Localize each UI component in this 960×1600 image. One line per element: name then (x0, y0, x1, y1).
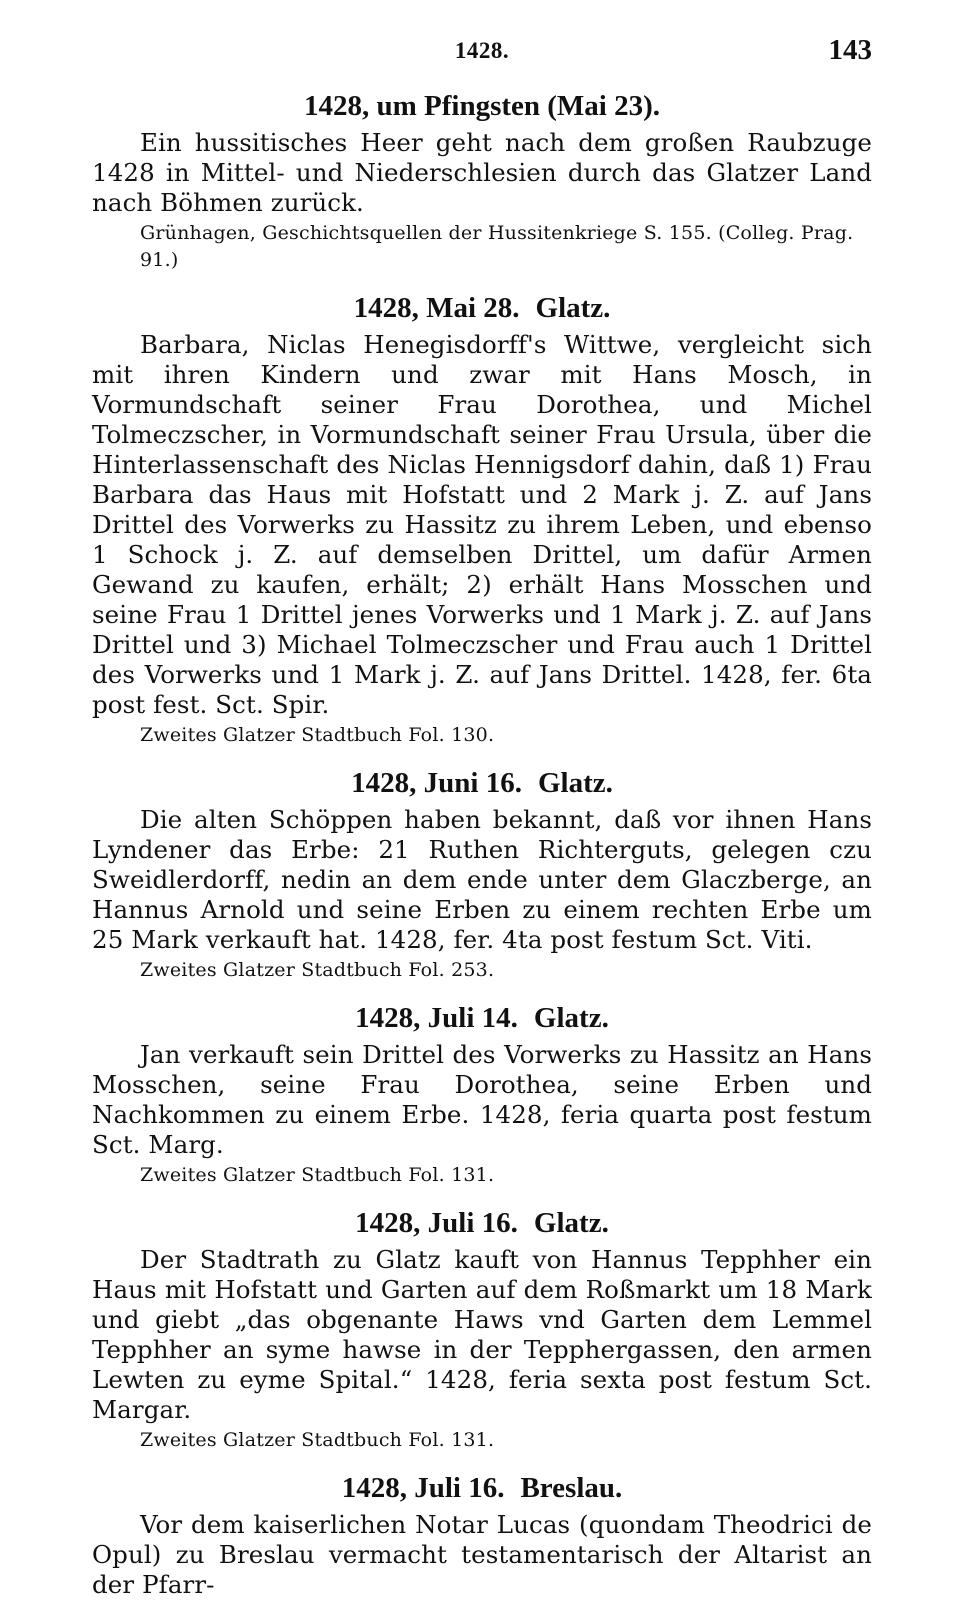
entry (92, 1203, 872, 1454)
entry (92, 1468, 872, 1600)
entry-place: Glatz. (537, 767, 613, 799)
entry-text: Ein hussitisches Heer geht nach dem großen Raubzuge 1428 in Mittel- und Niederschlesien durch das Glatzer Land nach Böhmen zurück. (92, 128, 872, 217)
entry-text: Vor dem kaiserlichen Notar Lucas (quondam Theodrici de Opul) zu Breslau vermacht testamentarisch der Altarist an der Pfarr- (92, 1510, 872, 1599)
entry (92, 998, 872, 1189)
entry (92, 288, 872, 749)
entry-date: 1428, Juli 16. (341, 1472, 505, 1504)
entry-date: 1428, Mai 28. (353, 292, 520, 324)
entry-source: Zweites Glatzer Stadtbuch Fol. 131. (140, 1164, 495, 1186)
page-number: 143 (828, 34, 872, 66)
entry-place: Glatz. (533, 1002, 609, 1034)
entry (92, 763, 872, 984)
entry-place: Glatz. (535, 292, 611, 324)
entry-text: Jan verkauft sein Drittel des Vorwerks zu Hassitz an Hans Mosschen, seine Frau Dorothea, seine Erben und Nachkommen zu einem Erbe. 1428, feria quarta post festum Sct. Marg. (92, 1040, 872, 1159)
entry-source: Zweites Glatzer Stadtbuch Fol. 253. (140, 959, 495, 981)
entry-date: 1428, Juni 16. (351, 767, 522, 799)
entry-heading (92, 288, 872, 328)
entry-heading (92, 998, 872, 1038)
entry-date: 1428, Juli 16. (355, 1207, 518, 1239)
entry-date: 1428, Juli 14. (355, 1002, 518, 1034)
entry-heading (92, 1468, 872, 1508)
running-head-year: 1428. (454, 38, 510, 63)
entry-text: Der Stadtrath zu Glatz kauft von Hannus Tepphher ein Haus mit Hofstatt und Garten auf dem Roßmarkt um 18 Mark und giebt „das obgenante Haws vnd Garten dem Lemmel Tepphher an syme hawse in der Tepphergassen, den armen Lewten zu eyme Spital.“ 1428, feria sexta post festum Sct. Margar. (92, 1245, 872, 1424)
entry (92, 86, 872, 274)
entry-place: Breslau. (520, 1472, 623, 1504)
entry-source: Zweites Glatzer Stadtbuch Fol. 130. (140, 724, 495, 746)
entry-date: 1428, um Pfingsten (Mai 23). (303, 90, 661, 122)
entry-heading (92, 1203, 872, 1243)
entry-place: Glatz. (533, 1207, 609, 1239)
running-head (92, 30, 872, 74)
entry-heading (92, 86, 872, 126)
document-page (92, 30, 872, 1600)
entry-source: Grünhagen, Geschichtsquellen der Hussitenkriege S. 155. (Colleg. Prag. 91.) (140, 222, 854, 271)
entry-source: Zweites Glatzer Stadtbuch Fol. 131. (140, 1429, 495, 1451)
entry-text: Barbara, Niclas Henegisdorff's Wittwe, vergleicht sich mit ihren Kindern und zwar mit Hans Mosch, in Vormundschaft seiner Frau Dorothea, und Michel Tolmeczscher, in Vormundschaft seiner Frau Ursula, über die Hinterlassenschaft des Niclas Hennigsdorf dahin, daß 1) Frau Barbara das Haus mit Hofstatt und 2 Mark j. Z. auf Jans Drittel des Vorwerks zu Hassitz zu ihrem Leben, und ebenso 1 Schock j. Z. auf demselben Drittel, um dafür Armen Gewand zu kaufen, erhält; 2) erhält Hans Mosschen und seine Frau 1 Drittel jenes Vorwerks und 1 Mark j. Z. auf Jans Drittel und 3) Michael Tolmeczscher und Frau auch 1 Drittel des Vorwerks und 1 Mark j. Z. auf Jans Drittel. 1428, fer. 6ta post fest. Sct. Spir. (92, 330, 872, 719)
entry-heading (92, 763, 872, 803)
entry-text: Die alten Schöppen haben bekannt, daß vor ihnen Hans Lyndener das Erbe: 21 Ruthen Richterguts, gelegen czu Sweidlerdorff, nedin an dem ende unter dem Glaczberge, an Hannus Arnold und seine Erben zu einem rechten Erbe um 25 Mark verkauft hat. 1428, fer. 4ta post festum Sct. Viti. (92, 805, 872, 954)
